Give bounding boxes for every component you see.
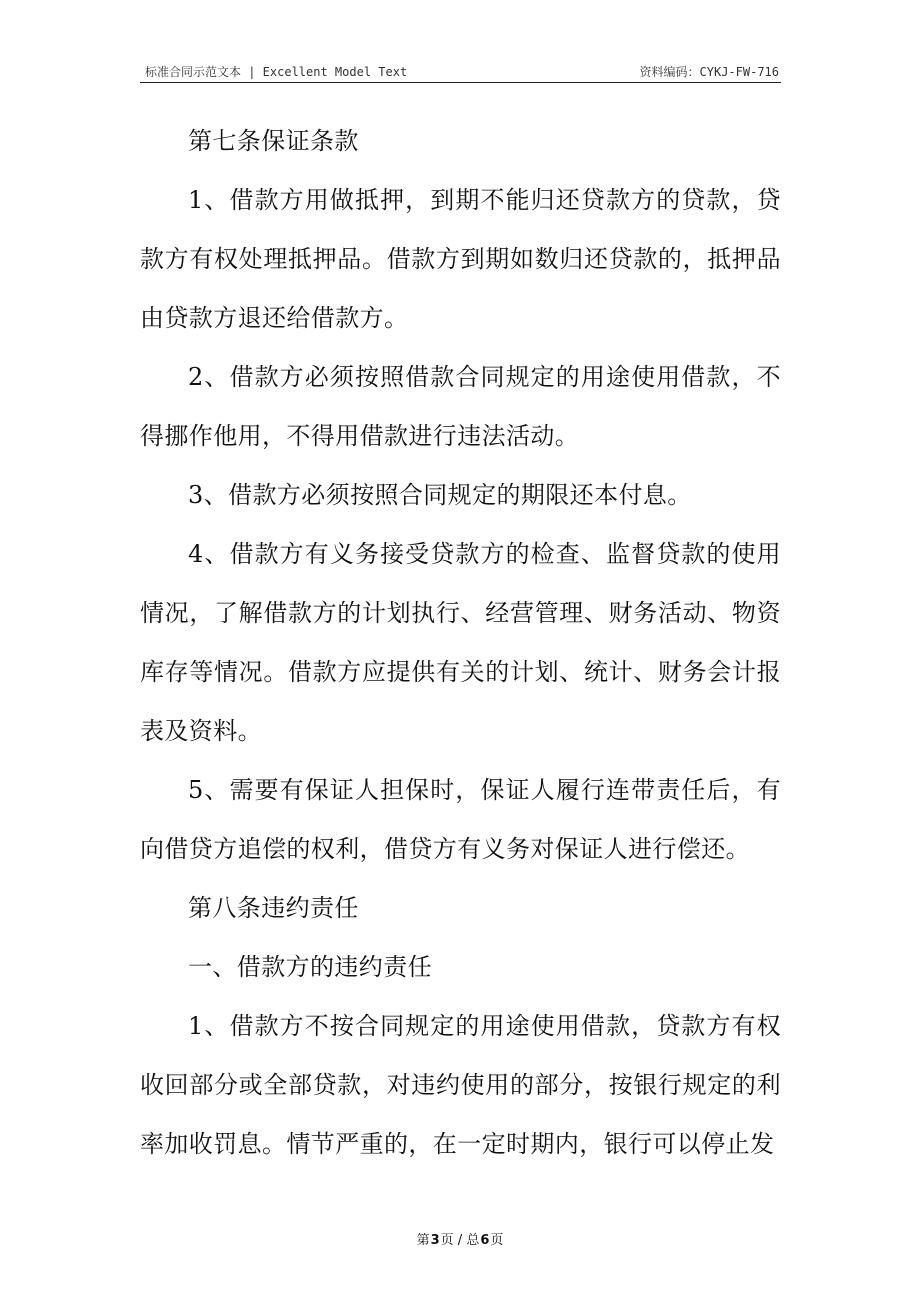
page-footer <box>0 1229 920 1248</box>
document-body <box>140 112 781 1174</box>
subsection-heading-borrower-liability: 一、借款方的违约责任 <box>188 953 432 981</box>
paragraph-clause-7-5: 5、需要有保证人担保时，保证人履行连带责任后，有向借贷方追偿的权利，借贷方有义务对保证人进行偿还。 <box>140 776 781 863</box>
page-header <box>140 58 781 83</box>
header-title: 标准合同示范文本 | Excellent Model Text <box>145 65 408 79</box>
footer-prefix: 第 <box>416 1233 430 1248</box>
document-code: 资料编码：CYKJ-FW-716 <box>639 65 779 79</box>
paragraph-clause-7-4: 4、借款方有义务接受贷款方的检查、监督贷款的使用情况，了解借款方的计划执行、经营管理、财务活动、物资库存等情况。借款方应提供有关的计划、统计、财务会计报表及资料。 <box>140 540 781 745</box>
section-heading-article-7: 第七条保证条款 <box>188 127 359 155</box>
paragraph-clause-8-1: 1、借款方不按合同规定的用途使用借款，贷款方有权收回部分或全部贷款，对违约使用的部分，按银行规定的利率加收罚息。情节严重的，在一定时期内，银行可以停止发 <box>140 1012 781 1158</box>
footer-suffix: 页 <box>490 1233 504 1248</box>
paragraph-clause-7-1: 1、借款方用做抵押，到期不能归还贷款方的贷款，贷款方有权处理抵押品。借款方到期如数归还贷款的，抵押品由贷款方退还给借款方。 <box>140 186 781 332</box>
paragraph-clause-7-3: 3、借款方必须按照合同规定的期限还本付息。 <box>188 481 692 509</box>
paragraph-clause-7-2: 2、借款方必须按照借款合同规定的用途使用借款，不得挪作他用，不得用借款进行违法活动。 <box>140 363 781 450</box>
section-heading-article-8: 第八条违约责任 <box>188 894 359 922</box>
footer-middle: 页 / 总 <box>440 1233 480 1248</box>
current-page-number: 3 <box>430 1233 440 1248</box>
total-page-number: 6 <box>480 1233 490 1248</box>
